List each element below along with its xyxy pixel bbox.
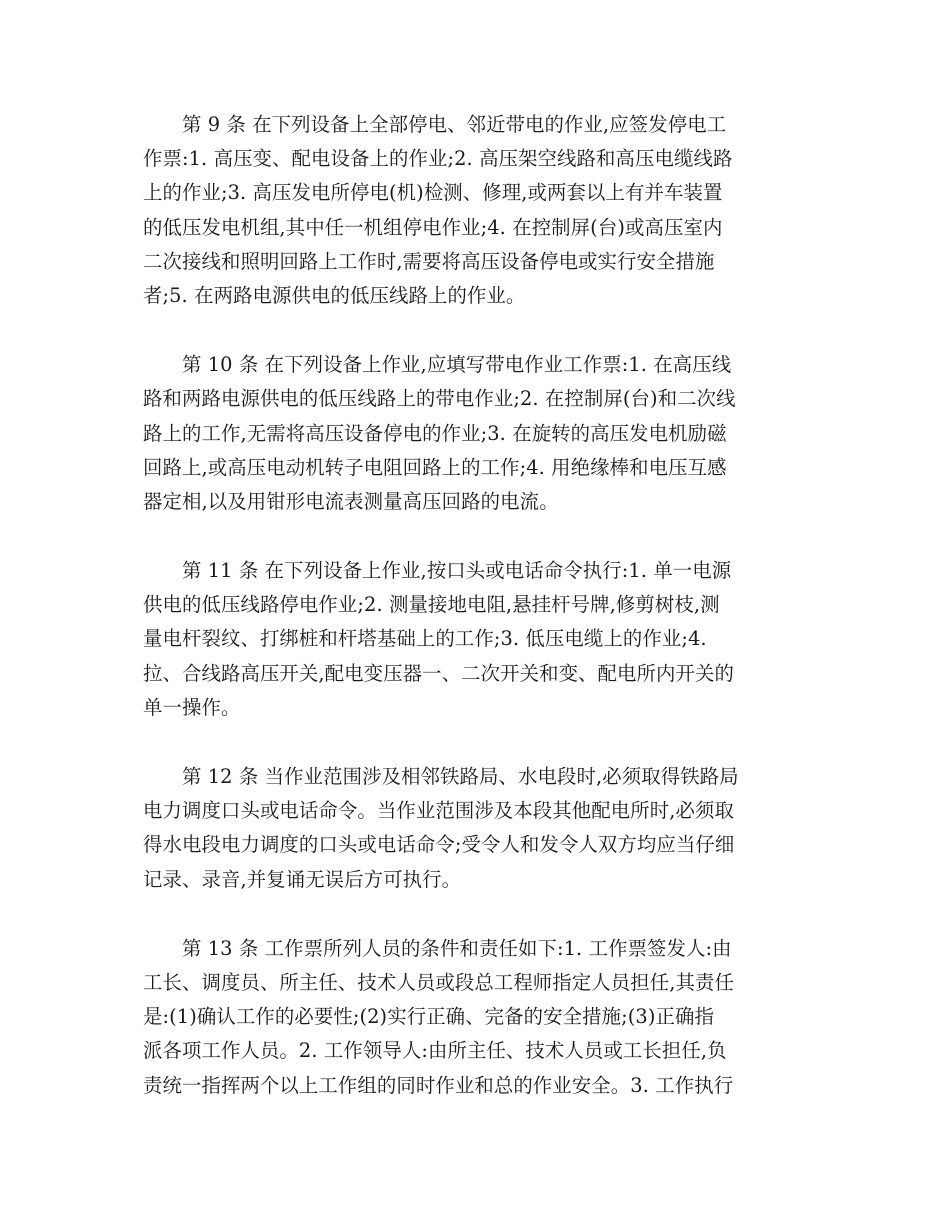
text-line: 路和两路电源供电的低压线路上的带电作业;2. 在控制屏(台)和二次线 [143,387,736,411]
text-line: 第 12 条 当作业范围涉及相邻铁路局、水电段时,必须取得铁路局 [143,765,739,788]
text-line: 第 10 条 在下列设备上作业,应填写带电作业工作票:1. 在高压线 [143,353,732,377]
text-line: 拉、合线路高压开关,配电变压器一、二次开关和变、配电所内开关的 [143,661,734,685]
text-line: 派各项工作人员。2. 工作领导人:由所主任、技术人员或工长担任,负 [143,1039,727,1063]
article-13-paragraph [143,932,807,1103]
text-line: 记录、录音,并复诵无误后方可执行。 [143,867,462,891]
text-line: 第 9 条 在下列设备上全部停电、邻近带电的作业,应签发停电工 [143,113,727,136]
text-line: 回路上,或高压电动机转子电阻回路上的工作;4. 用绝缘棒和电压互感 [143,455,727,479]
text-line: 二次接线和照明回路上工作时,需要将高压设备停电或实行安全措施 [143,249,715,273]
text-line: 第 11 条 在下列设备上作业,按口头或电话命令执行:1. 单一电源 [143,559,732,583]
text-line: 供电的低压线路停电作业;2. 测量接地电阻,悬挂杆号牌,修剪树枝,测 [143,593,720,617]
text-line: 责统一指挥两个以上工作组的同时作业和总的作业安全。3. 工作执行 [143,1073,734,1097]
text-line: 上的作业;3. 高压发电所停电(机)检测、修理,或两套以上有并车装置 [143,181,723,205]
text-line: 的低压发电机组,其中任一机组停电作业;4. 在控制屏(台)或高压室内 [143,215,723,239]
text-line: 第 13 条 工作票所列人员的条件和责任如下:1. 工作票签发人:由 [143,936,732,960]
text-line: 电力调度口头或电话命令。当作业范围涉及本段其他配电所时,必须取 [143,799,734,823]
article-11-paragraph [143,554,807,725]
text-line: 量电杆裂纹、打绑桩和杆塔基础上的工作;3. 低压电缆上的作业;4. [143,627,707,651]
text-line: 单一操作。 [143,695,241,719]
text-line: 路上的工作,无需将高压设备停电的作业;3. 在旋转的高压发电机励磁 [143,421,727,445]
text-line: 得水电段电力调度的口头或电话命令;受令人和发令人双方均应当仔细 [143,833,735,857]
article-10-paragraph [143,348,807,519]
text-line: 工长、调度员、所主任、技术人员或段总工程师指定人员担任,其责任 [143,970,734,994]
text-line: 器定相,以及用钳形电流表测量高压回路的电流。 [143,489,559,513]
article-9-paragraph [143,108,807,313]
document-page [143,108,807,1103]
article-12-paragraph [143,760,807,897]
text-line: 作票:1. 高压变、配电设备上的作业;2. 高压架空线路和高压电缆线路 [143,147,733,171]
text-line: 是:(1)确认工作的必要性;(2)实行正确、完备的安全措施;(3)正确指 [143,1005,714,1029]
text-line: 者;5. 在两路电源供电的低压线路上的作业。 [143,283,526,307]
